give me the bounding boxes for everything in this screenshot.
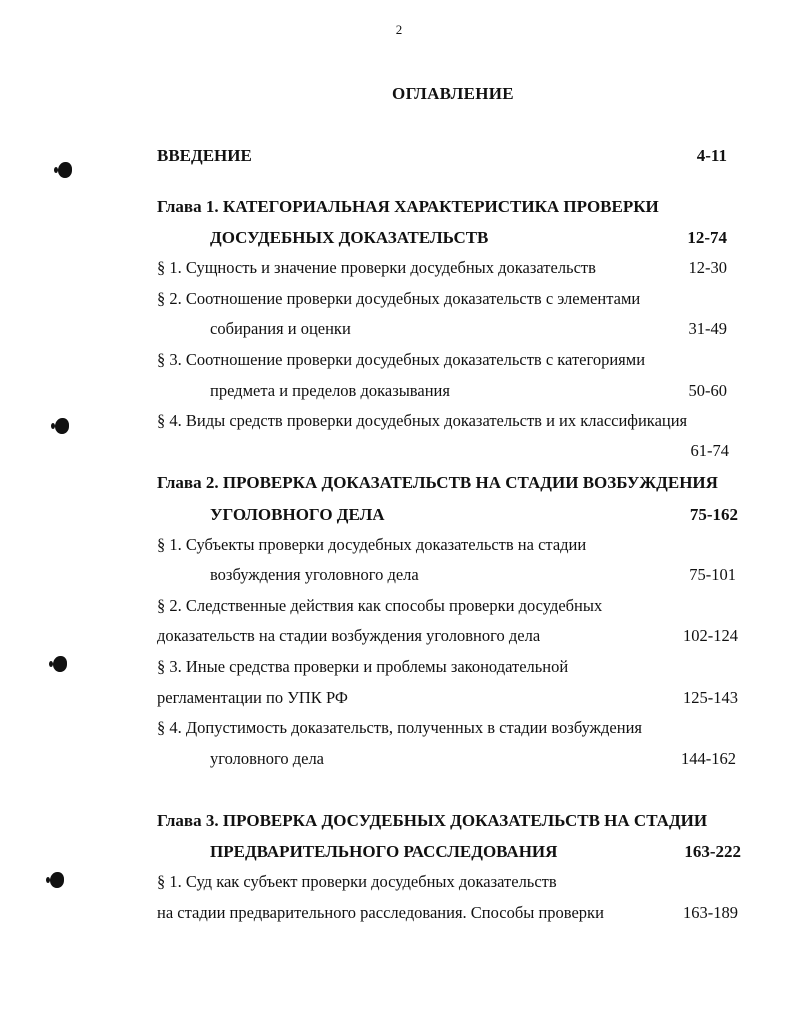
- toc-ch2-sec3-cont: регламентации по УПК РФ: [157, 688, 348, 707]
- toc-ch1-sec1-pages: 12-30: [688, 258, 727, 277]
- punch-hole-4: [50, 872, 64, 888]
- toc-ch2-sec3-pages: 125-143: [683, 688, 738, 707]
- toc-ch1-sec2: § 2. Соотношение проверки досудебных доказательств с элементами: [157, 289, 641, 308]
- toc-ch2-sec4: § 4. Допустимость доказательств, полученных в стадии возбуждения: [157, 718, 642, 737]
- toc-ch2-sec3: § 3. Иные средства проверки и проблемы законодательной: [157, 657, 569, 676]
- toc-ch2-sec2-cont: доказательств на стадии возбуждения уголовного дела: [157, 626, 541, 645]
- toc-intro-pages: 4-11: [696, 146, 727, 165]
- toc-intro-label: ВВЕДЕНИЕ: [157, 146, 252, 165]
- toc-ch2-sec1-pages: 75-101: [689, 565, 736, 584]
- toc-ch1-sec4-pages: 61-74: [690, 441, 729, 460]
- toc-ch1-sec4: § 4. Виды средств проверки досудебных доказательств и их классификация: [157, 411, 688, 430]
- toc-chapter3-title: Глава 3. ПРОВЕРКА ДОСУДЕБНЫХ ДОКАЗАТЕЛЬСТВ НА СТАДИИ: [157, 811, 708, 830]
- toc-ch2-sec4-pages: 144-162: [681, 749, 736, 768]
- toc-chapter3-title-cont: ПРЕДВАРИТЕЛЬНОГО РАССЛЕДОВАНИЯ: [210, 842, 558, 861]
- toc-ch3-sec1-pages: 163-189: [683, 903, 738, 922]
- toc-ch1-sec1: § 1. Сущность и значение проверки досудебных доказательств: [157, 258, 596, 277]
- toc-ch3-sec1: § 1. Суд как субъект проверки досудебных доказательств: [157, 872, 557, 891]
- toc-ch1-sec3-pages: 50-60: [688, 381, 727, 400]
- punch-hole-1: [58, 162, 72, 178]
- toc-chapter2-title: Глава 2. ПРОВЕРКА ДОКАЗАТЕЛЬСТВ НА СТАДИИ ВОЗБУЖДЕНИЯ: [157, 473, 718, 492]
- toc-chapter2-pages: 75-162: [689, 505, 738, 524]
- toc-chapter1-pages: 12-74: [687, 228, 727, 247]
- page-number: 2: [395, 22, 403, 37]
- toc-ch3-sec1-cont: на стадии предварительного расследования. Способы проверки: [157, 903, 604, 922]
- toc-ch2-sec1: § 1. Субъекты проверки досудебных доказательств на стадии: [157, 535, 587, 554]
- toc-chapter2-title-cont: УГОЛОВНОГО ДЕЛА: [210, 505, 385, 524]
- toc-ch1-sec2-pages: 31-49: [688, 319, 727, 338]
- toc-ch2-sec4-cont: уголовного дела: [210, 749, 325, 768]
- toc-ch2-sec2: § 2. Следственные действия как способы проверки досудебных: [157, 596, 603, 615]
- punch-hole-3: [53, 656, 67, 672]
- page-title: ОГЛАВЛЕНИЕ: [392, 84, 514, 103]
- toc-ch1-sec2-cont: собирания и оценки: [210, 319, 351, 338]
- toc-chapter1-title-cont: ДОСУДЕБНЫХ ДОКАЗАТЕЛЬСТВ: [210, 228, 489, 247]
- toc-chapter3-pages: 163-222: [684, 842, 741, 861]
- toc-ch1-sec3: § 3. Соотношение проверки досудебных доказательств с категориями: [157, 350, 646, 369]
- punch-hole-2: [55, 418, 69, 434]
- toc-ch2-sec2-pages: 102-124: [683, 626, 738, 645]
- toc-chapter1-title: Глава 1. КАТЕГОРИАЛЬНАЯ ХАРАКТЕРИСТИКА ПРОВЕРКИ: [157, 197, 659, 216]
- toc-ch1-sec3-cont: предмета и пределов доказывания: [210, 381, 450, 400]
- toc-ch2-sec1-cont: возбуждения уголовного дела: [210, 565, 419, 584]
